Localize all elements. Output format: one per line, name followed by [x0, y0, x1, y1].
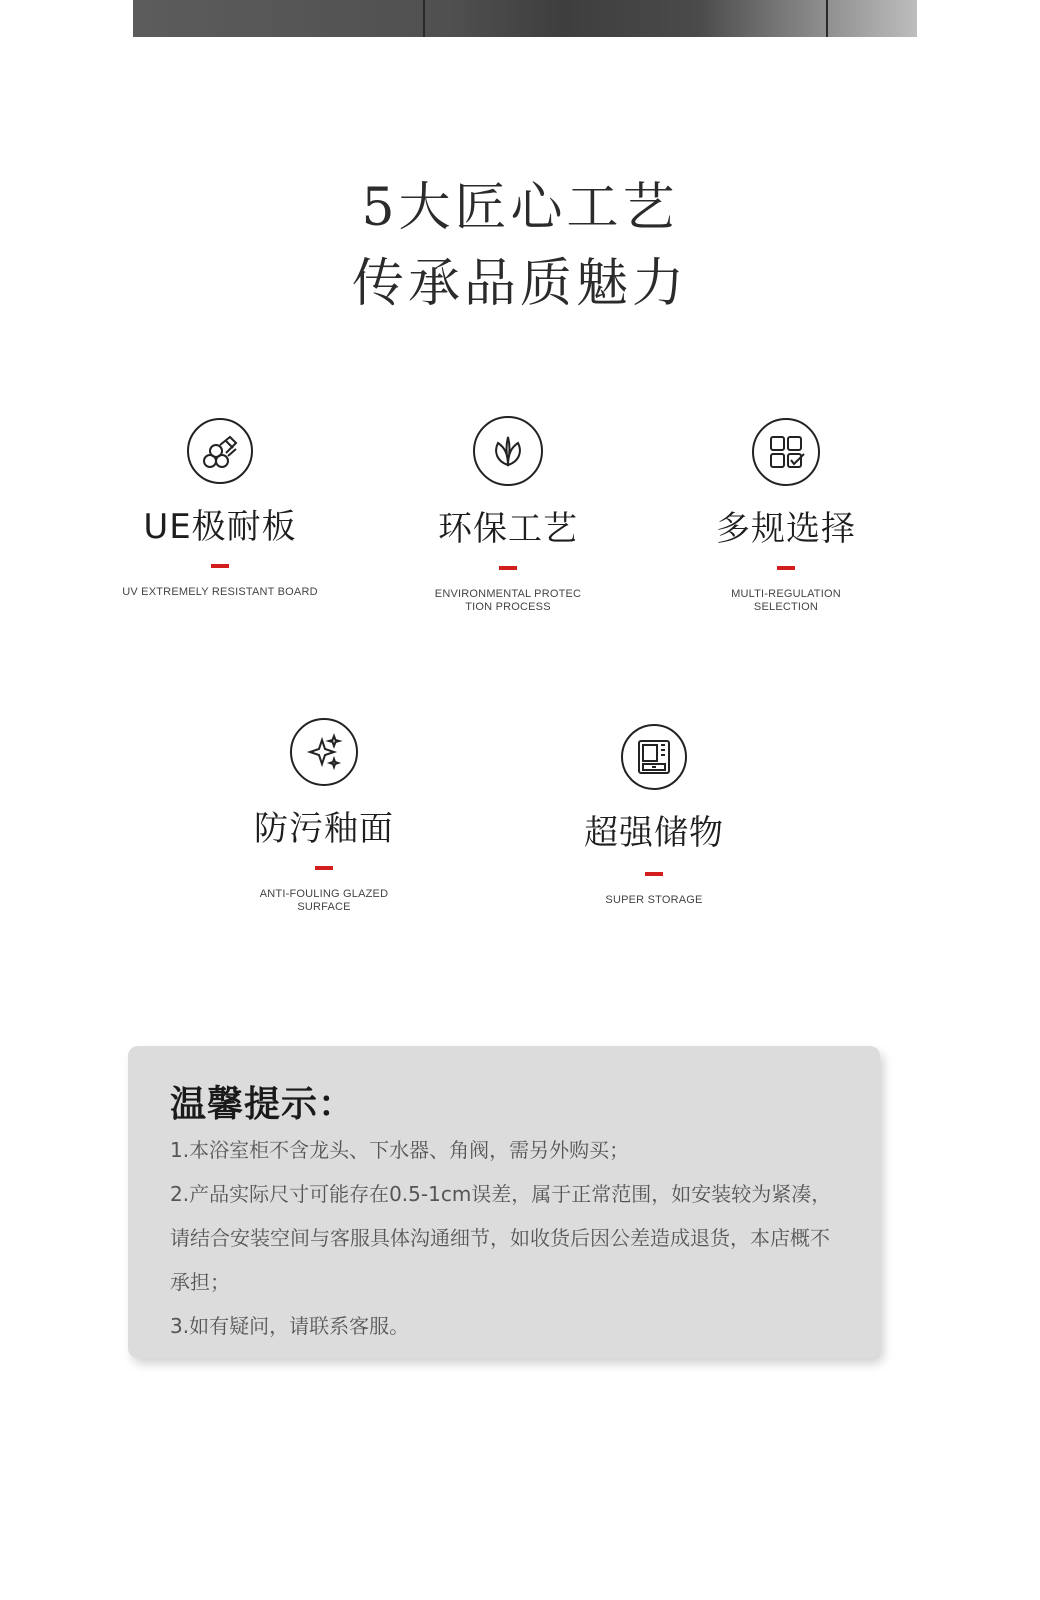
- feature-title: 超强储物: [584, 813, 724, 853]
- feature-subtitle: ENVIRONMENTAL PROTEC TION PROCESS: [434, 588, 582, 613]
- cabinet-seam: [423, 0, 425, 37]
- product-photo-bottom: [133, 0, 917, 37]
- feature-subtitle: MULTI-REGULATION SELECTION: [731, 588, 841, 613]
- feature-multi-regulation: [676, 418, 896, 614]
- notice-box: [128, 1046, 880, 1358]
- headline-line-1: 5大匠心工艺: [361, 178, 679, 238]
- feature-subtitle: SUPER STORAGE: [605, 894, 703, 906]
- feature-subtitle: UV EXTREMELY RESISTANT BOARD: [122, 586, 318, 598]
- stacked-logs-icon: [187, 418, 253, 484]
- feature-eco-process: [398, 416, 618, 614]
- feature-title: 环保工艺: [438, 509, 578, 549]
- feature-ue-board: [110, 418, 330, 599]
- leaf-icon: [473, 416, 543, 486]
- sparkle-icon: [290, 718, 358, 786]
- cabinet-icon: [621, 724, 687, 790]
- red-divider: [211, 564, 229, 568]
- feature-anti-fouling: [214, 718, 434, 914]
- notice-item: 3.如有疑问，请联系客服。: [170, 1314, 410, 1338]
- grid-check-icon: [752, 418, 820, 486]
- red-divider: [315, 866, 333, 870]
- notice-title: 温馨提示：: [170, 1084, 356, 1125]
- feature-subtitle: ANTI-FOULING GLAZED SURFACE: [259, 888, 389, 913]
- cabinet-seam: [826, 0, 828, 37]
- red-divider: [645, 872, 663, 876]
- feature-super-storage: [544, 724, 764, 907]
- red-divider: [499, 566, 517, 570]
- notice-item: 2.产品实际尺寸可能存在0.5-1cm误差，属于正常范围，如安装较为紧凑，请结合安装空间与客服具体沟通细节，如收货后因公差造成退货，本店概不承担；: [170, 1182, 832, 1294]
- feature-title: 防污釉面: [254, 809, 394, 849]
- notice-item: 1.本浴室柜不含龙头、下水器、角阀，需另外购买；: [170, 1138, 630, 1162]
- feature-title: 多规选择: [716, 509, 856, 549]
- notice-body: [170, 1128, 840, 1348]
- feature-title: UE极耐板: [143, 507, 297, 547]
- headline-line-2: 传承品质魅力: [351, 254, 688, 314]
- red-divider: [777, 566, 795, 570]
